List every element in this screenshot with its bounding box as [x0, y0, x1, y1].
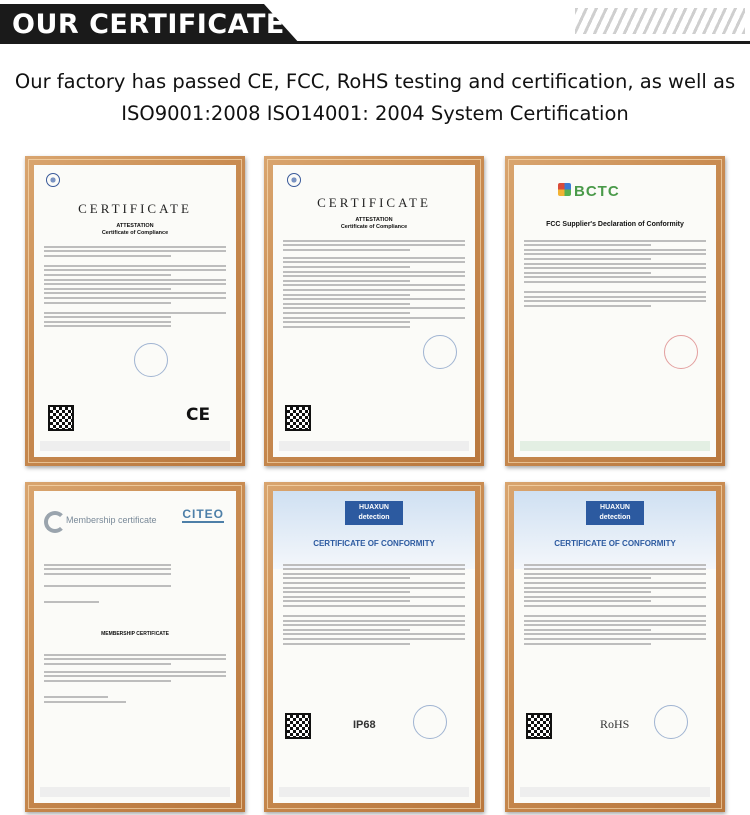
- certificate-paper: [273, 165, 475, 457]
- qr-code-icon: [285, 405, 311, 431]
- certificate-footer: [279, 787, 469, 797]
- certificate-heading: CERTIFICATE OF CONFORMITY: [313, 539, 435, 548]
- certificate-frame-fcc: [505, 156, 725, 466]
- huaxun-brand-sub: detection: [358, 514, 390, 521]
- certificate-heading: CERTIFICATE: [317, 195, 431, 210]
- stamp-seal-icon: [134, 343, 168, 377]
- certificate-subheading: [34, 223, 236, 237]
- certificate-footer: [40, 787, 230, 797]
- certificate-heading: FCC Supplier's Declaration of Conformity: [546, 221, 684, 228]
- certificate-frame-membership: [25, 482, 245, 812]
- huaxun-logo: [345, 501, 403, 525]
- certificate-footer: [520, 787, 710, 797]
- certificate-body-text: [524, 237, 706, 309]
- ce-mark-icon: CE: [186, 405, 211, 425]
- intro-line-1: Our factory has passed CE, FCC, RoHS testing and certification, as well as: [14, 70, 736, 93]
- certificate-heading: Membership certificate: [66, 515, 157, 525]
- certificate-body-text: [44, 561, 226, 605]
- certificate-footer: [520, 441, 710, 451]
- header-stripes-decoration: [575, 8, 745, 34]
- certificate-subheading: [273, 217, 475, 231]
- bctc-logo-icon: [558, 183, 571, 196]
- membership-logo-icon: [44, 511, 66, 533]
- intro-line-2: ISO9001:2008 ISO14001: 2004 System Certification: [121, 102, 629, 125]
- huaxun-brand: HUAXUN: [359, 504, 389, 511]
- qr-code-icon: [285, 713, 311, 739]
- intro-text: [0, 66, 750, 130]
- compliance-label: Certificate of Compliance: [101, 230, 169, 236]
- bctc-brand: BCTC: [574, 183, 620, 200]
- certificate-body-text: [283, 237, 465, 330]
- certificate-paper: [273, 491, 475, 803]
- certificate-footer: [40, 441, 230, 451]
- citeo-brand: CITEO: [182, 507, 224, 521]
- attestation-label: ATTESTATION: [355, 217, 393, 223]
- certificate-paper: [514, 491, 716, 803]
- certificate-frame-huaxun-ip68: [264, 482, 484, 812]
- certificate-paper: [34, 165, 236, 457]
- huaxun-brand: HUAXUN: [600, 504, 630, 511]
- attestation-label: ATTESTATION: [116, 223, 154, 229]
- issuer-logo-icon: [287, 173, 301, 187]
- certificate-footer: [279, 441, 469, 451]
- certificate-heading: CERTIFICATE: [78, 201, 192, 216]
- compliance-label: Certificate of Compliance: [340, 224, 408, 230]
- header-rule: [290, 41, 750, 44]
- ip68-mark: IP68: [353, 719, 376, 731]
- rohs-mark: RoHS: [600, 717, 630, 731]
- certificate-heading: CERTIFICATE OF CONFORMITY: [554, 539, 676, 548]
- certificate-frame-ce-2: [264, 156, 484, 466]
- certificate-paper: [514, 165, 716, 457]
- membership-subheading: MEMBERSHIP CERTIFICATE: [101, 631, 169, 637]
- certificate-body-text: [283, 561, 465, 647]
- page-title: OUR CERTIFICATE: [12, 9, 285, 40]
- certificate-paper: [34, 491, 236, 803]
- certificate-frame-ce-1: [25, 156, 245, 466]
- huaxun-brand-sub: detection: [599, 514, 631, 521]
- header-banner: [0, 0, 750, 48]
- stamp-seal-icon: [664, 335, 698, 369]
- stamp-seal-icon: [423, 335, 457, 369]
- certificate-body-text: [44, 243, 226, 330]
- stamp-seal-icon: [654, 705, 688, 739]
- issuer-logo-icon: [46, 173, 60, 187]
- huaxun-logo: [586, 501, 644, 525]
- certificate-body-text: [524, 561, 706, 647]
- stamp-seal-icon: [413, 705, 447, 739]
- qr-code-icon: [48, 405, 74, 431]
- qr-code-icon: [526, 713, 552, 739]
- certificate-frame-huaxun-rohs: [505, 482, 725, 812]
- certificate-body-text: [44, 651, 226, 705]
